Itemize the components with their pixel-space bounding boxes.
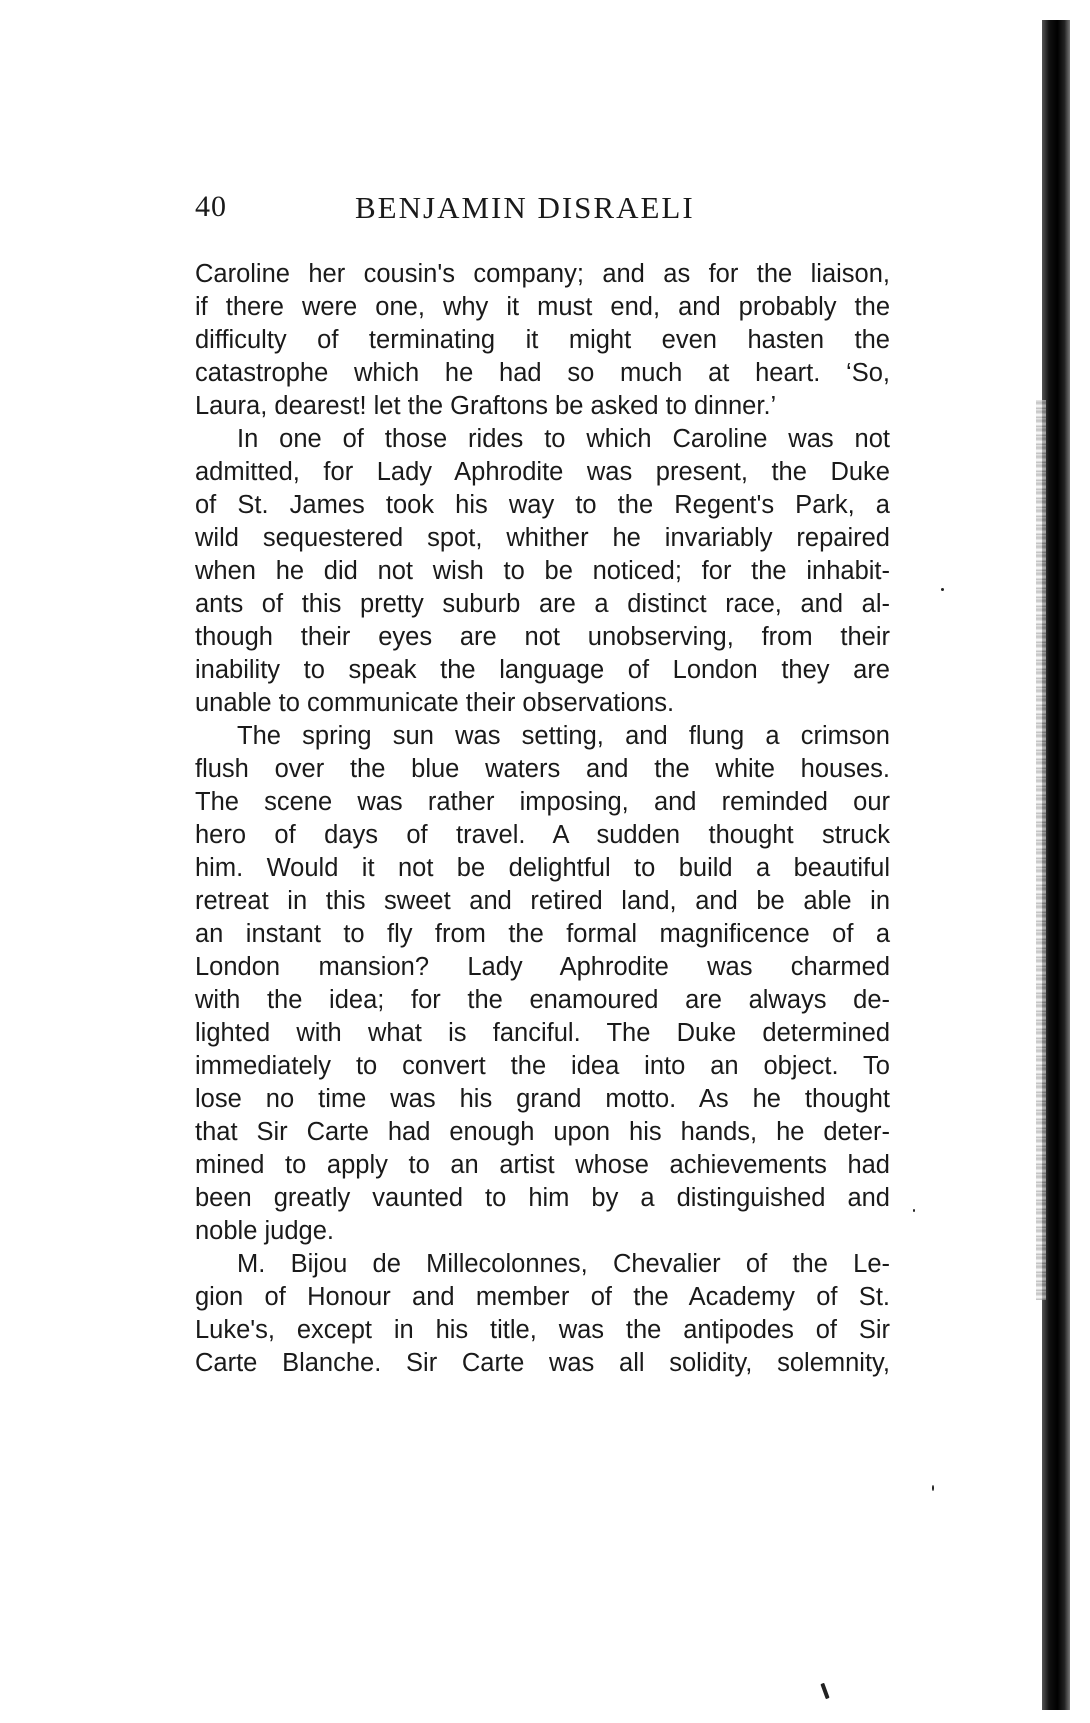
page-number: 40: [195, 190, 227, 223]
body-text: [195, 258, 890, 1380]
text-line: flush over the blue waters and the white houses.: [195, 755, 890, 783]
scan-speck: [913, 1209, 915, 1212]
text-line: wild sequestered spot, whither he invariably repaired: [195, 524, 890, 552]
text-line: inability to speak the language of London they are: [195, 656, 890, 684]
scan-speck: [932, 1485, 934, 1491]
text-line: Luke's, except in his title, was the antipodes of Sir: [195, 1316, 890, 1344]
text-line: ants of this pretty suburb are a distinct race, and al-: [195, 590, 890, 618]
text-line: The scene was rather imposing, and reminded our: [195, 788, 890, 816]
text-line: noble judge.: [195, 1217, 334, 1245]
text-line: when he did not wish to be noticed; for the inhabit-: [195, 557, 890, 585]
text-line: of St. James took his way to the Regent's Park, a: [195, 491, 890, 519]
text-line: immediately to convert the idea into an object. To: [195, 1052, 890, 1080]
running-head: [195, 190, 895, 240]
text-line: lose no time was his grand motto. As he thought: [195, 1085, 890, 1113]
page-binding-edge: [1042, 20, 1070, 1710]
text-line: admitted, for Lady Aphrodite was present, the Duke: [195, 458, 890, 486]
text-line: Laura, dearest! let the Graftons be asked to dinner.’: [195, 392, 777, 420]
scan-speck: [820, 1683, 829, 1699]
text-line: mined to apply to an artist whose achievements had: [195, 1151, 890, 1179]
text-line: that Sir Carte had enough upon his hands, he deter-: [195, 1118, 890, 1146]
paragraph-start-line: The spring sun was setting, and flung a crimson: [237, 722, 890, 750]
text-line: difficulty of terminating it might even hasten the: [195, 326, 890, 354]
text-line: retreat in this sweet and retired land, and be able in: [195, 887, 890, 915]
text-line: him. Would it not be delightful to build a beautiful: [195, 854, 890, 882]
text-line: gion of Honour and member of the Academy of St.: [195, 1283, 890, 1311]
text-line: London mansion? Lady Aphrodite was charmed: [195, 953, 890, 981]
paragraph-start-line: In one of those rides to which Caroline was not: [237, 425, 890, 453]
text-line: lighted with what is fanciful. The Duke determined: [195, 1019, 890, 1047]
text-line: been greatly vaunted to him by a distinguished and: [195, 1184, 890, 1212]
running-title: BENJAMIN DISRAELI: [355, 190, 695, 225]
text-line: Caroline her cousin's company; and as for the liaison,: [195, 260, 890, 288]
scan-speck: [941, 588, 944, 591]
paragraph-start-line: M. Bijou de Millecolonnes, Chevalier of the Le-: [237, 1250, 890, 1278]
text-line: unable to communicate their observations.: [195, 689, 675, 717]
text-line: though their eyes are not unobserving, from their: [195, 623, 890, 651]
text-line: if there were one, why it must end, and probably the: [195, 293, 890, 321]
text-line: catastrophe which he had so much at heart. ‘So,: [195, 359, 890, 387]
text-line: hero of days of travel. A sudden thought struck: [195, 821, 890, 849]
text-line: Carte Blanche. Sir Carte was all solidity, solemnity,: [195, 1349, 890, 1377]
text-line: an instant to fly from the formal magnificence of a: [195, 920, 890, 948]
text-line: with the idea; for the enamoured are always de-: [195, 986, 890, 1014]
